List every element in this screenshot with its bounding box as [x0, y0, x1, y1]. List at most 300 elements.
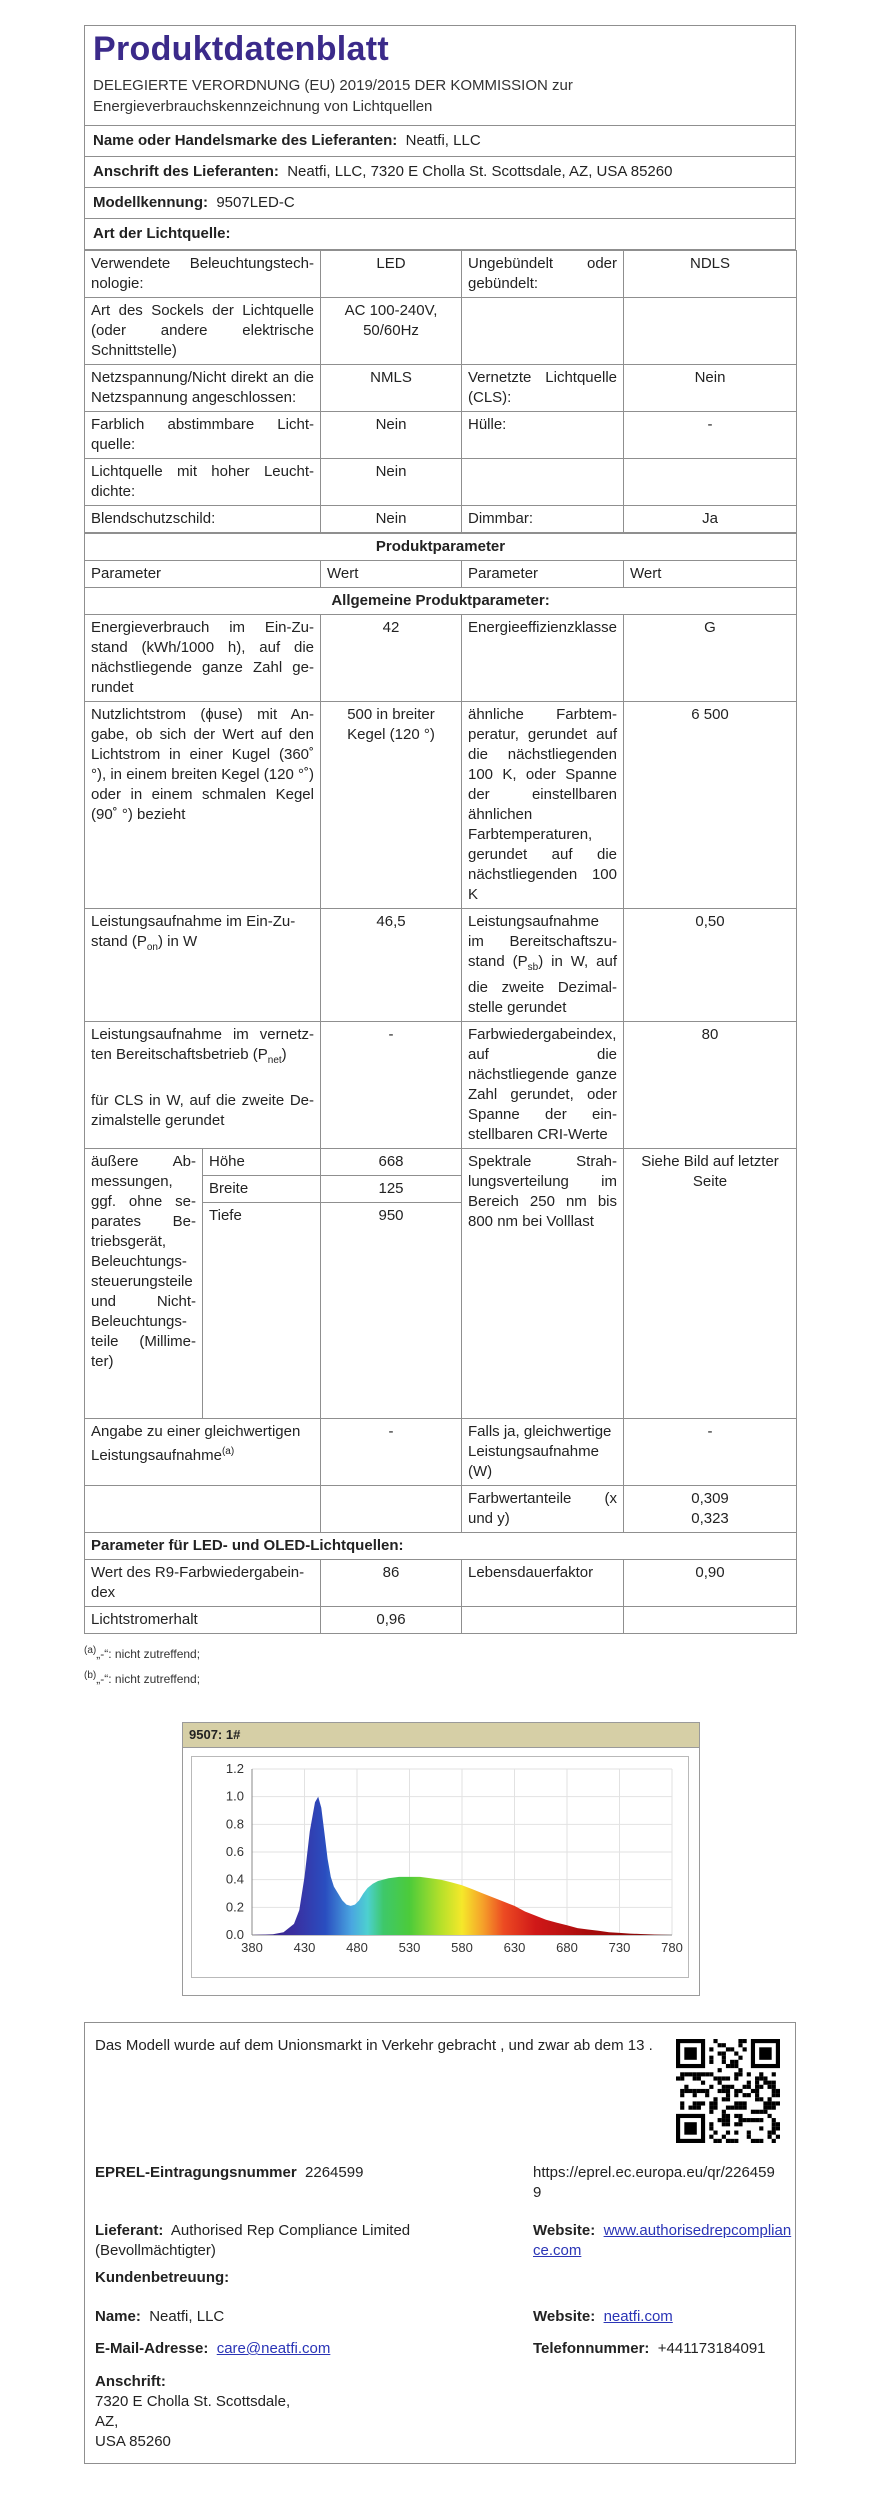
type-label: Netzspannung/Nicht direkt an die Netzspannung angeschlossen:: [85, 365, 321, 412]
type-row: [85, 412, 797, 459]
type-value: AC 100-240V, 50/60Hz: [321, 298, 462, 365]
col-header-param: Parameter: [85, 561, 321, 588]
qr-module: [734, 2076, 738, 2080]
qr-module: [747, 2093, 751, 2097]
footnote-a-text: „-“: nicht zutreffend;: [96, 1647, 201, 1661]
y-tick-label: 0.4: [225, 1871, 244, 1887]
qr-module: [763, 2110, 767, 2114]
qr-module: [747, 2131, 751, 2135]
qr-module: [763, 2101, 767, 2105]
email-line: [95, 2339, 330, 2359]
qr-module: [747, 2085, 751, 2089]
qr-module: [743, 2093, 747, 2097]
model-value: 9507LED-C: [216, 194, 295, 211]
qr-module: [718, 2068, 722, 2072]
qr-module: [734, 2101, 738, 2105]
qr-module: [768, 2085, 772, 2089]
qr-module: [726, 2093, 730, 2097]
type-value-2: [624, 298, 797, 365]
qr-module: [772, 2122, 776, 2126]
qr-module: [738, 2122, 742, 2126]
x-tick-label: 680: [556, 1940, 578, 1955]
pon-label-a: Leistungsaufnahme im Ein-Zustand (P: [91, 913, 296, 950]
qr-module: [726, 2089, 730, 2093]
qr-module: [772, 2081, 776, 2085]
x-tick-label: 530: [398, 1940, 421, 1955]
eprel-website-label: Website:: [533, 2222, 596, 2239]
cri-label: Farbwiedergabeindex, auf die nächstliegende ganze Zahl gerundet, oder Spanne der einstellbaren CRI-Werte: [462, 1022, 624, 1149]
survival-factor-value: 0,90: [624, 1560, 797, 1607]
qr-module: [697, 2072, 701, 2076]
qr-module: [763, 2076, 767, 2080]
eprel-supplier-value: Authorised Rep Compliance Limited (Bevollmächtigter): [95, 2222, 411, 2259]
qr-module: [726, 2131, 730, 2135]
phone-value: +441173184091: [657, 2340, 766, 2357]
pon-sub: on: [146, 942, 158, 953]
qr-module: [759, 2097, 763, 2101]
qr-module: [772, 2085, 776, 2089]
qr-module: [734, 2131, 738, 2135]
qr-module: [738, 2039, 742, 2043]
qr-module: [743, 2047, 747, 2051]
y-tick-label: 1.2: [225, 1761, 244, 1776]
equivalent-footnote-mark: (a): [221, 1446, 235, 1457]
qr-module: [726, 2085, 730, 2089]
qr-module: [755, 2089, 759, 2093]
qr-module: [772, 2126, 776, 2130]
qr-module: [776, 2135, 780, 2139]
qr-module: [726, 2122, 730, 2126]
supplier-name-label: Name oder Handelsmarke des Lieferanten:: [93, 132, 398, 149]
qr-module: [776, 2126, 780, 2130]
supplier-address-row: [84, 157, 796, 188]
spectrum-svg: [192, 1757, 686, 1975]
qr-module: [734, 2106, 738, 2110]
x-tick-label: 380: [241, 1940, 263, 1955]
chromaticity-values: [624, 1486, 797, 1533]
x-tick-label: 480: [346, 1940, 368, 1955]
qr-module: [726, 2076, 730, 2080]
cri-value: 80: [624, 1022, 797, 1149]
contact-name-value: Neatfi, LLC: [149, 2308, 225, 2325]
qr-module: [684, 2122, 696, 2134]
qr-module: [734, 2072, 738, 2076]
type-label: Verwendete Beleuchtungstechnologie:: [85, 251, 321, 298]
qr-module: [763, 2106, 767, 2110]
qr-module: [680, 2076, 684, 2080]
qr-module: [680, 2101, 684, 2105]
qr-module: [722, 2097, 726, 2101]
qr-module: [772, 2093, 776, 2097]
qr-module: [743, 2085, 747, 2089]
type-value: Nein: [321, 459, 462, 506]
qr-module: [718, 2089, 722, 2093]
qr-module: [738, 2101, 742, 2105]
qr-module: [709, 2122, 713, 2126]
qr-module: [701, 2089, 705, 2093]
qr-module: [722, 2135, 726, 2139]
model-row: [84, 188, 796, 219]
qr-module: [768, 2081, 772, 2085]
psb-value: 0,50: [624, 909, 797, 1022]
params-table: [84, 533, 797, 1634]
qr-module: [755, 2093, 759, 2097]
market-intro: Das Modell wurde auf dem Unionsmarkt in Verkehr gebracht , und zwar ab dem 13 .: [95, 2037, 653, 2054]
email-link[interactable]: care@neatfi.com: [216, 2340, 331, 2357]
qr-module: [722, 2056, 726, 2060]
qr-module: [680, 2089, 684, 2093]
qr-module: [718, 2081, 722, 2085]
qr-module: [684, 2047, 696, 2059]
pon-label: [85, 909, 321, 1022]
contact-website-link[interactable]: neatfi.com: [603, 2308, 673, 2325]
qr-module: [772, 2131, 776, 2135]
qr-module: [755, 2085, 759, 2089]
qr-module: [693, 2076, 697, 2080]
supplier-name-value: Neatfi, LLC: [405, 132, 481, 149]
qr-module: [738, 2072, 742, 2076]
spd-value: Siehe Bild auf letzter Seite: [624, 1149, 797, 1419]
spectrum-chart: [182, 1722, 700, 1996]
qr-module: [772, 2139, 776, 2143]
qr-module: [743, 2118, 747, 2122]
col-header-param-2: Parameter: [462, 561, 624, 588]
address-label: Anschrift:: [95, 2373, 166, 2390]
footnotes: [84, 1640, 796, 1690]
qr-module: [768, 2101, 772, 2105]
energy-class-value: G: [624, 615, 797, 702]
y-tick-label: 0.2: [225, 1899, 244, 1915]
type-row: [85, 459, 797, 506]
address-block: [95, 2372, 290, 2452]
x-tick-label: 580: [451, 1940, 473, 1955]
survival-factor-label: Lebensdauerfaktor: [462, 1560, 624, 1607]
type-value-2: Nein: [624, 365, 797, 412]
qr-module: [709, 2085, 713, 2089]
qr-module: [763, 2081, 767, 2085]
empty-cell: [321, 1486, 462, 1533]
qr-module: [709, 2135, 713, 2139]
type-label: Blendschutzschild:: [85, 506, 321, 533]
y-tick-label: 0.6: [225, 1844, 244, 1859]
qr-module: [751, 2089, 755, 2093]
qr-module: [713, 2076, 717, 2080]
type-value: Nein: [321, 412, 462, 459]
model-label: Modellkennung:: [93, 194, 208, 211]
qr-module: [693, 2101, 697, 2105]
qr-module: [697, 2089, 701, 2093]
qr-module: [722, 2085, 726, 2089]
qr-module: [768, 2106, 772, 2110]
y-tick-label: 0.8: [225, 1816, 244, 1832]
type-label-2: [462, 298, 624, 365]
qr-module: [768, 2114, 772, 2118]
qr-module: [743, 2106, 747, 2110]
type-value-2: -: [624, 412, 797, 459]
pon-label-b: ) in W: [158, 933, 198, 950]
dimension-depth-value: 950: [321, 1203, 462, 1419]
qr-module: [709, 2047, 713, 2051]
x-tick-label: 430: [293, 1940, 316, 1955]
eprel-reg-value: 2264599: [305, 2164, 364, 2181]
address-line-1: 7320 E Cholla St. Scottsdale,: [95, 2393, 291, 2410]
dimension-width-value: 125: [321, 1176, 462, 1203]
qr-module: [759, 2076, 763, 2080]
pnet-value: -: [321, 1022, 462, 1149]
y-tick-label: 1.0: [225, 1788, 244, 1804]
pnet-sub: net: [267, 1055, 282, 1066]
supplier-address-value: Neatfi, LLC, 7320 E Cholla St. Scottsdale, AZ, USA 85260: [287, 163, 673, 180]
qr-module: [768, 2135, 772, 2139]
eprel-registration: [95, 2163, 363, 2183]
qr-module: [772, 2118, 776, 2122]
qr-module: [709, 2106, 713, 2110]
page-title: Produktdatenblatt: [93, 30, 389, 68]
qr-module: [747, 2072, 751, 2076]
empty-cell: [624, 1607, 797, 1634]
qr-module: [738, 2106, 742, 2110]
chromaticity-y: 0,323: [691, 1510, 729, 1527]
qr-module: [734, 2093, 738, 2097]
qr-module: [713, 2106, 717, 2110]
type-row: [85, 506, 797, 533]
qr-module: [726, 2118, 730, 2122]
qr-module: [734, 2139, 738, 2143]
qr-module: [701, 2081, 705, 2085]
qr-module: [751, 2118, 755, 2122]
qr-code-icon[interactable]: [676, 2039, 780, 2143]
empty-cell: [85, 1486, 321, 1533]
qr-module: [709, 2110, 713, 2114]
psb-label-b: ) in W, auf die zweite Dezimalstelle gerundet: [468, 953, 617, 1016]
chromaticity-x: 0,309: [691, 1490, 729, 1507]
qr-module: [726, 2139, 730, 2143]
qr-module: [738, 2056, 742, 2060]
eprel-reg-label: EPREL-Eintragungsnummer: [95, 2164, 297, 2181]
address-line-2: AZ,: [95, 2413, 119, 2430]
qr-module: [693, 2072, 697, 2076]
footnote-a: [84, 1640, 796, 1665]
lumen-maintenance-value: 0,96: [321, 1607, 462, 1634]
qr-module: [718, 2118, 722, 2122]
psb-sub: sb: [527, 962, 539, 973]
qr-module: [730, 2085, 734, 2089]
qr-module: [738, 2043, 742, 2047]
col-header-value-2: Wert: [624, 561, 797, 588]
qr-module: [755, 2076, 759, 2080]
qr-module: [730, 2047, 734, 2051]
regulation-text: DELEGIERTE VERORDNUNG (EU) 2019/2015 DER KOMMISSION zur Energieverbrauchskennzeichnung von Lichtquellen: [93, 77, 573, 115]
qr-module: [738, 2068, 742, 2072]
pon-value: 46,5: [321, 909, 462, 1022]
qr-module: [722, 2051, 726, 2055]
qr-module: [726, 2114, 730, 2118]
qr-module: [722, 2043, 726, 2047]
qr-module: [709, 2126, 713, 2130]
type-label-2: Hülle:: [462, 412, 624, 459]
qr-module: [718, 2076, 722, 2080]
equivalent-label: [85, 1419, 321, 1486]
col-header-value: Wert: [321, 561, 462, 588]
qr-module: [747, 2118, 751, 2122]
qr-module: [726, 2097, 730, 2101]
type-label-2: Ungebündelt oder gebündelt:: [462, 251, 624, 298]
qr-module: [759, 2139, 763, 2143]
qr-module: [709, 2056, 713, 2060]
qr-module: [755, 2081, 759, 2085]
type-value: Nein: [321, 506, 462, 533]
flux-value: 500 in breiter Kegel (120 °): [321, 702, 462, 909]
qr-module: [713, 2101, 717, 2105]
pnet-label-c: für CLS in W, auf die zweite Dezimalstelle gerundet: [91, 1092, 314, 1129]
qr-module: [693, 2089, 697, 2093]
qr-module: [755, 2139, 759, 2143]
psb-label-a: Leistungsaufnahme im Bereitschaftszustand (P: [468, 913, 617, 970]
qr-module: [734, 2114, 738, 2118]
type-row: [85, 298, 797, 365]
chart-title: 9507: 1#: [183, 1723, 699, 1748]
supplier-line: [95, 2221, 515, 2261]
psb-label: [462, 909, 624, 1022]
customer-service-label: [95, 2268, 229, 2288]
qr-module: [680, 2106, 684, 2110]
equivalent-power-label: Falls ja, gleichwertige Leistungsaufnahme (W): [462, 1419, 624, 1486]
qr-module: [743, 2101, 747, 2105]
dimension-height-value: 668: [321, 1149, 462, 1176]
qr-module: [684, 2072, 688, 2076]
qr-module: [759, 2047, 771, 2059]
qr-module: [734, 2051, 738, 2055]
general-params-title: Allgemeine Produktparameter:: [85, 588, 797, 615]
chart-frame: [191, 1756, 689, 1978]
qr-module: [747, 2135, 751, 2139]
email-label: E-Mail-Adresse:: [95, 2340, 209, 2357]
qr-module: [772, 2072, 776, 2076]
qr-module: [688, 2072, 692, 2076]
qr-module: [743, 2039, 747, 2043]
qr-module: [776, 2122, 780, 2126]
qr-module: [718, 2051, 722, 2055]
qr-module: [722, 2118, 726, 2122]
qr-module: [701, 2072, 705, 2076]
pnet-label-a: Leistungsaufnahme im vernetzten Bereitschaftsbetrieb (P: [91, 1026, 314, 1063]
equivalent-power-value: -: [624, 1419, 797, 1486]
params-section-title: Produktparameter: [85, 534, 797, 561]
qr-module: [759, 2085, 763, 2089]
flux-label: Nutzlichtstrom (ɸuse) mit Angabe, ob sich der Wert auf den Lichtstrom in einer Kugel (360˚ °), in einem breiten Kegel (120 °˚) oder in einem schmalen Kegel (90˚ °) bezieht: [85, 702, 321, 909]
qr-module: [726, 2106, 730, 2110]
qr-module: [734, 2122, 738, 2126]
website-line: [533, 2221, 793, 2261]
dimension-depth-label: Tiefe: [203, 1203, 321, 1419]
qr-module: [738, 2114, 742, 2118]
qr-module: [734, 2089, 738, 2093]
qr-module: [734, 2060, 738, 2064]
equivalent-label-text: Angabe zu einer gleichwertigen Leistungsaufnahme: [91, 1423, 301, 1464]
qr-module: [680, 2093, 684, 2097]
type-label: Farblich abstimmbare Lichtquelle:: [85, 412, 321, 459]
contact-name-label: Name:: [95, 2308, 141, 2325]
type-value-2: [624, 459, 797, 506]
energy-class-label: Energieeffizienzklasse: [462, 615, 624, 702]
cct-label: ähnliche Farbtemperatur, gerundet auf die nächstliegenden 100 K, oder Spanne der einstellbaren ähnlichen Farbtemperaturen, gerundet auf die nächstliegenden 100 K: [462, 702, 624, 909]
type-label-2: [462, 459, 624, 506]
qr-module: [688, 2106, 692, 2110]
qr-module: [722, 2089, 726, 2093]
qr-module: [734, 2064, 738, 2068]
qr-module: [726, 2047, 730, 2051]
type-value-2: Ja: [624, 506, 797, 533]
qr-module: [768, 2097, 772, 2101]
footnote-b-mark: (b): [84, 1670, 97, 1681]
qr-module: [709, 2060, 713, 2064]
type-label-2: Dimmbar:: [462, 506, 624, 533]
type-table: [84, 250, 797, 533]
footnote-a-mark: (a): [84, 1645, 97, 1656]
eprel-link[interactable]: https://eprel.ec.europa.eu/qr/2264599: [533, 2164, 775, 2201]
cct-value: 6 500: [624, 702, 797, 909]
dimension-width-label: Breite: [203, 1176, 321, 1203]
qr-module: [713, 2097, 717, 2101]
led-params-title: Parameter für LED- und OLED-Lichtquellen:: [85, 1533, 797, 1560]
qr-module: [693, 2093, 697, 2097]
chromaticity-label: Farbwertanteile (x und y): [462, 1486, 624, 1533]
r9-label: Wert des R9-Farbwiedergabeindex: [85, 1560, 321, 1607]
qr-module: [705, 2093, 709, 2097]
qr-module: [697, 2106, 701, 2110]
light-source-type-label: Art der Lichtquelle:: [93, 225, 231, 242]
qr-module: [759, 2110, 763, 2114]
qr-module: [693, 2106, 697, 2110]
type-value: LED: [321, 251, 462, 298]
x-tick-label: 730: [608, 1940, 631, 1955]
qr-module: [722, 2110, 726, 2114]
qr-module: [772, 2101, 776, 2105]
qr-module: [676, 2076, 680, 2080]
qr-module: [697, 2101, 701, 2105]
qr-module: [709, 2101, 713, 2105]
qr-module: [759, 2126, 763, 2130]
qr-module: [722, 2122, 726, 2126]
phone-label: Telefonnummer:: [533, 2340, 650, 2357]
address-line-3: USA 85260: [95, 2433, 171, 2450]
header-block: [84, 25, 796, 126]
qr-module: [718, 2043, 722, 2047]
qr-module: [768, 2131, 772, 2135]
type-row: [85, 365, 797, 412]
qr-module: [772, 2089, 776, 2093]
energy-value: 42: [321, 615, 462, 702]
qr-module: [705, 2089, 709, 2093]
type-label: Art des Sockels der Lichtquelle (oder andere elektrische Schnittstelle): [85, 298, 321, 365]
qr-module: [730, 2064, 734, 2068]
qr-module: [738, 2118, 742, 2122]
customer-service-heading: Kundenbetreuung:: [95, 2269, 230, 2286]
supplier-address-label: Anschrift des Lieferanten:: [93, 163, 279, 180]
qr-module: [776, 2101, 780, 2105]
empty-cell: [462, 1607, 624, 1634]
qr-module: [709, 2072, 713, 2076]
contact-website-label: Website:: [533, 2308, 596, 2325]
supplier-name-row: [84, 126, 796, 157]
qr-module: [772, 2106, 776, 2110]
type-value-2: NDLS: [624, 251, 797, 298]
qr-module: [776, 2093, 780, 2097]
eprel-block: [84, 2022, 796, 2464]
eprel-website-link[interactable]: www.authorisedrepcompliance.com: [533, 2222, 792, 2259]
type-label-2: Vernetzte Lichtquelle (CLS):: [462, 365, 624, 412]
qr-module: [722, 2060, 726, 2064]
